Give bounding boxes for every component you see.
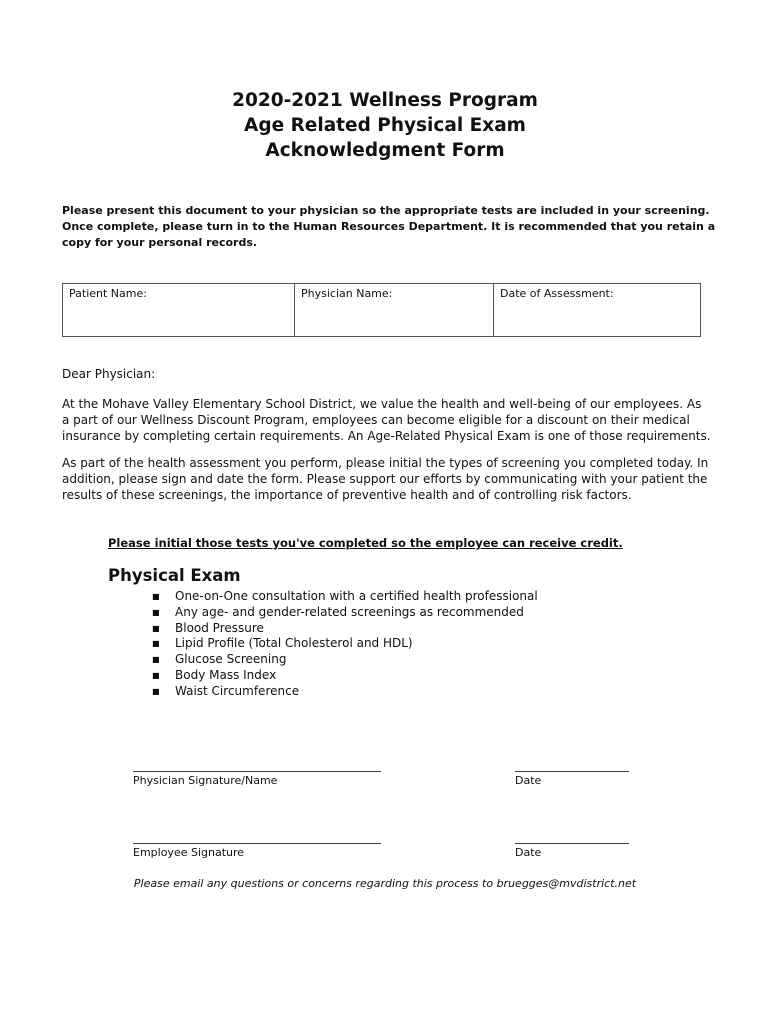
list-item-label: Lipid Profile (Total Cholesterol and HDL) xyxy=(175,636,413,651)
employee-date-label: Date xyxy=(515,846,542,859)
patient-name-field[interactable] xyxy=(63,284,295,336)
intro-line-1: Please present this document to your physician so the appropriate tests are included in your screening. xyxy=(62,204,710,217)
employee-signature-line[interactable] xyxy=(133,843,381,844)
intro-text xyxy=(62,203,722,251)
list-item-label: Body Mass Index xyxy=(175,667,277,682)
intro-line-3: copy for your personal records. xyxy=(62,236,258,249)
list-item-label: Any age- and gender-related screenings as recommended xyxy=(175,604,524,619)
bullet-icon: ■ xyxy=(152,670,160,680)
list-item-label: Blood Pressure xyxy=(175,620,264,635)
bullet-icon: ■ xyxy=(152,607,160,617)
title-line-3: Acknowledgment Form xyxy=(265,140,505,161)
list-item xyxy=(152,684,538,700)
bullet-icon: ■ xyxy=(152,639,160,649)
bullet-icon: ■ xyxy=(152,655,160,665)
list-item xyxy=(152,605,538,621)
letter-paragraph-1: At the Mohave Valley Elementary School District, we value the health and well-being of our employees. As a part of our Wellness Discount Program, employees can become eligible for a discount on their medical insurance by completing certain requirements. An Age-Related Physical Exam is one of those requirements. xyxy=(62,397,711,443)
list-item-label: One-on-One consultation with a certified health professional xyxy=(175,589,538,603)
form-title xyxy=(0,88,770,163)
patient-name-label: Patient Name: xyxy=(69,287,147,300)
physician-date-label: Date xyxy=(515,774,542,787)
letter-body xyxy=(62,366,712,503)
letter-paragraph-2: As part of the health assessment you perform, please initial the types of screening you completed today. In addition, please sign and date the form. Please support our efforts by communicating with your patient the results of these screenings, the importance of preventive health and of controlling risk factors. xyxy=(62,456,709,502)
physician-name-field[interactable] xyxy=(295,284,494,336)
patient-info-table xyxy=(62,283,701,337)
exam-checklist xyxy=(152,589,538,700)
letter-greeting: Dear Physician: xyxy=(62,367,156,381)
exam-heading: Physical Exam xyxy=(108,566,241,585)
title-line-2: Age Related Physical Exam xyxy=(244,115,526,136)
list-item xyxy=(152,636,538,652)
list-item xyxy=(152,668,538,684)
list-item xyxy=(152,652,538,668)
contact-footer: Please email any questions or concerns regarding this process to bruegges@mvdistrict.net xyxy=(133,877,637,890)
physician-signature-line[interactable] xyxy=(133,771,381,772)
employee-signature-label: Employee Signature xyxy=(133,846,245,859)
date-of-assessment-field[interactable] xyxy=(494,284,700,336)
list-item xyxy=(152,589,538,605)
initial-instruction: Please initial those tests you've completed so the employee can receive credit. xyxy=(108,536,623,550)
bullet-icon: ■ xyxy=(152,686,160,696)
employee-date-line[interactable] xyxy=(515,843,629,844)
bullet-icon: ■ xyxy=(152,623,160,633)
title-line-1: 2020-2021 Wellness Program xyxy=(232,90,538,111)
list-item-label: Glucose Screening xyxy=(175,652,287,667)
physician-date-line[interactable] xyxy=(515,771,629,772)
list-item-label: Waist Circumference xyxy=(175,683,300,698)
intro-line-2: Once complete, please turn in to the Human Resources Department. It is recommended that you retain a xyxy=(62,220,716,233)
physician-name-label: Physician Name: xyxy=(301,287,393,300)
bullet-icon: ■ xyxy=(152,592,160,601)
physician-signature-label: Physician Signature/Name xyxy=(133,774,278,787)
list-item xyxy=(152,621,538,637)
date-of-assessment-label: Date of Assessment: xyxy=(500,287,614,300)
